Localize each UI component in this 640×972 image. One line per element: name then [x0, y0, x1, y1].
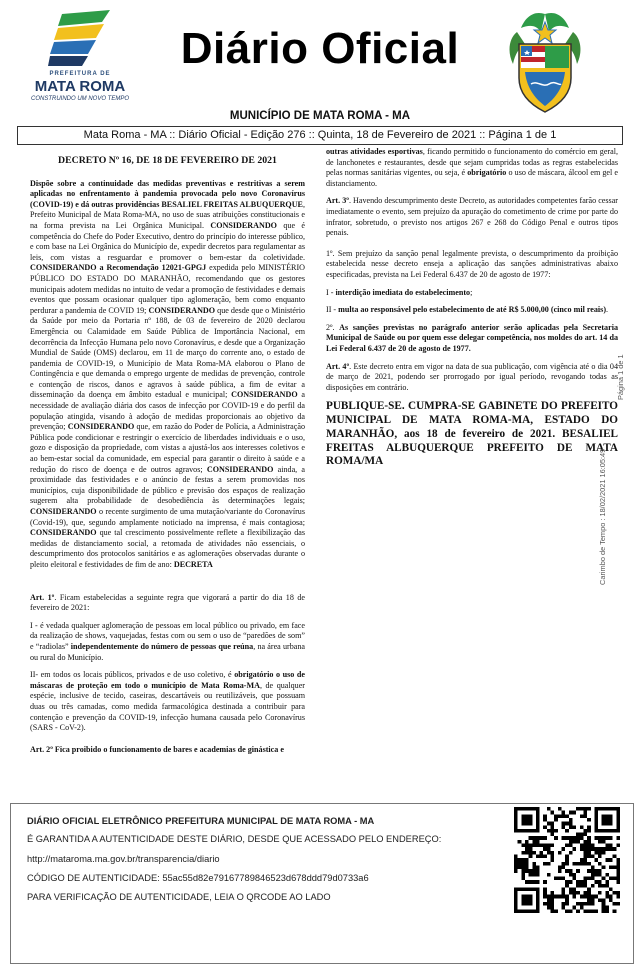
- paragraph-2: 2º. As sanções previstas no parágrafo anterior serão aplicadas pela Secretaria Municipal de Saúde ou por quem esse delegar competência, nos moldes do art. 14 da Lei Federal 6.437 de 20 de agosto de 1977.: [326, 322, 618, 353]
- page-title: Diário Oficial: [180, 24, 460, 73]
- qr-code[interactable]: [514, 807, 620, 913]
- timestamp-stamp: Carimbo de Tempo : 18/02/2021 16:05:49: [598, 448, 607, 585]
- footer-auth-code: CÓDIGO DE AUTENTICIDADE: 55ac55d82e79167789846523d678ddd79d0733a6: [27, 873, 369, 883]
- logo-city-name: MATA ROMA: [34, 78, 126, 95]
- maranhao-coat-of-arms-icon: [503, 8, 587, 116]
- footer-guarantee: É GARANTIDA A AUTENTICIDADE DESTE DIÁRIO, DESDE QUE ACESSADO PELO ENDEREÇO:: [27, 834, 442, 844]
- coat-of-arms: [503, 8, 587, 116]
- edition-bar: Mata Roma - MA :: Diário Oficial - Edição 276 :: Quinta, 18 de Fevereiro de 2021 :: Página 1 de 1: [17, 126, 623, 145]
- decree-column-left: [30, 156, 305, 762]
- footer-qr-instruction: PARA VERIFICAÇÃO DE AUTENTICIDADE, LEIA O QRCODE AO LADO: [27, 892, 331, 902]
- logo-prefeitura-text: PREFEITURA DE: [49, 71, 111, 77]
- qr-code-icon: [514, 807, 620, 913]
- decree-preamble: Dispõe sobre a continuidade das medidas preventivas e restritivas a serem aplicadas no enfrentamento à pandemia provocada pelo novo Coronavírus (COVID-19) e dá outras providências BESALIEL FREITAS ALBUQUERQUE, Prefeito Municipal de Mata Roma-MA, no uso de suas atribuições constitucionais e na forma prevista na Lei Orgânica Municipal. CONSIDERANDO que é competência do Chefe do Poder Executivo, dentro do princípio do interesse público, e com base na Lei Orgânica do Município de, expedir decretos para regulamentar as leis, com vistas a resguardar e promover o bem-estar da coletividade. CONSIDERANDO a Recomendação 12021-GPGJ expedida pelo MINISTÉRIO PÚBLICO DO ESTADO DO MARANHÃO, recomendando que os gestores municipais adotem medidas no intuito de vedar a promoção de festividades e demais eventos que possam ocasionar qualquer tipo aglomeração, bem como enquanto perdurar a pandemia de COVID 19; CONSIDERANDO que desde que o Ministério da Saúde por meio da Portaria nº 188, de 03 de fevereiro de 2020 declarou Emergência ou Calamidade em Saúde Pública de Importância Nacional, em decorrência da Infecção Humana pelo novo Coronavírus, e desde que a Organização Mundial de Saúde (OMS) declarou, em 11 de março do corrente ano, o estado de pandemia de COVID-19, o Município de Mata Roma-MA elaborou o Plano de Contingência e que demanda o emprego urgente de medidas de prevenção, controle e contenção de riscos, danos e agravos à saúde pública, a fim de evitar a disseminação da doença em âmbito estadual e municipal; CONSIDERANDO a necessidade de avaliação diária dos casos de infecção por COVID-19 e do perfil da população atingida, visando à adoção de medidas proporcionais ao objetivo da prevenção; CONSIDERANDO que, em razão do Poder de Polícia, a Administração Pública pode condicionar e restringir o exercício de liberdades individuais e o uso, gozo e disposição da propriedade, com vistas a ajustá-los aos interesses coletivos e ao bem-estar social da comunidade, em especial para garantir o direito à saúde e a redução do risco de doença e de outros agravos; CONSIDERANDO ainda, a proximidade das festividades e o anúncio de festas a serem promovidas nos municípios, cuja disponibilidade de público e previsão dos espaços de realização sugerem alta probabilidade de desobediência às determinações legais; CONSIDERANDO o recente surgimento de uma mutação/variante do Coronavírus (Covid-19), que, segundo amplamente noticiado na imprensa, é mais contagiosa; CONSIDERANDO que tal crescimento possivelmente reflete a flexibilização das medidas de distanciamento social, a retomada de atividades não essenciais, o descumprimento dos protocolos sanitários e as aglomerações observadas durante o pleito eleitoral e festividades de fim de ano: DECRETA: [30, 178, 306, 569]
- closing-signature: PUBLIQUE-SE. CUMPRA-SE GABINETE DO PREFEITO MUNICIPAL DE MATA ROMA-MA, ESTADO DO MARANHÃO, aos 18 de fevereiro de 2021. BESALIEL FREITAS ALBUQUERQUE PREFEITO DE MATA ROMA/MA: [326, 400, 618, 468]
- footer-title: DIÁRIO OFICIAL ELETRÔNICO PREFEITURA MUNICIPAL DE MATA ROMA - MA: [27, 816, 375, 826]
- paragraph-1: 1º. Sem prejuízo da sanção penal legalmente prevista, o descumprimento da proibição estabelecida nesse decreto enseja a aplicação das sanções administrativas abaixo especificadas, prevista na Lei Federal 6.437 de 20 de agosto de 1977:: [326, 248, 618, 279]
- article-1-inciso-2: II- em todos os locais públicos, privados e de uso coletivo, é obrigatório o uso de máscaras de proteção em todo o município de Mata Roma-MA, de qualquer espécie, inclusive de tecido, caseiras, descartáveis ou reutilizáveis, que possuam duas ou três camadas, como medida farmacológica destinada a contribuir para contenção e prevenção da COVID-19, infecção humana causada pelo Coronavírus (SARS - CoV-2).: [30, 670, 306, 733]
- decree-title: DECRETO Nº 16, DE 18 DE FEVEREIRO DE 2021: [58, 155, 277, 166]
- article-3: Art. 3º. Havendo descumprimento deste Decreto, as autoridades competentes farão cessar imediatamente o evento, sem prejuízo da apuração do cometimento de crime por parte do infrator, sobretudo, o previsto nos artigos 267 e 268 do Código Penal e outros tipos penais.: [326, 196, 618, 238]
- municipality-heading: MUNICÍPIO DE MATA ROMA - MA: [229, 110, 411, 122]
- article-2-start: Art. 2º Fica proibido o funcionamento de bares e academias de ginástica e: [30, 744, 284, 754]
- municipal-logo: [20, 10, 140, 105]
- paragraph-1-inciso-2: II - multa ao responsável pelo estabelecimento de até R$ 5.000,00 (cinco mil reais).: [326, 305, 609, 315]
- footer-url[interactable]: http://mataroma.ma.gov.br/transparencia/diario: [27, 854, 220, 864]
- article-1-inciso-1: I - é vedada qualquer aglomeração de pessoas em local público ou privado, em face da realização de shows, vaquejadas, festas com ou sem o uso de “paredões de som” e “radiolas” independentemente do número de pessoas que reúna, na área urbana ou rural do Município.: [30, 620, 305, 662]
- decreta-keyword: DECRETA: [173, 559, 213, 569]
- article-4: Art. 4º. Este decreto entra em vigor na data de sua publicação, com vigência até o dia 04 de março de 2021, podendo ser prorrogado por igual período, revogando todas as disposições em contrário.: [326, 361, 618, 392]
- paragraph-1-inciso-1: I - interdição imediata do estabelecimento;: [326, 287, 473, 297]
- article-1: Art. 1º. Ficam estabelecidas a seguinte regra que vigorará a partir do dia 18 de fevereiro de 2021:: [30, 592, 305, 613]
- article-2-continued: outras atividades esportivas, ficando permitido o funcionamento do comércio em geral, de lanchonetes e restaurantes, desde que sejam cumpridas todas as regras estabelecidas pelas normas sanitárias vigentes, ou seja, é obrigatório o uso de máscara, álcool em gel e distanciamento.: [326, 147, 618, 188]
- ementa: Dispõe sobre a continuidade das medidas preventivas e restritivas a serem aplicadas no enfrentamento à pandemia provocada pelo novo Coronavírus (COVID-19) e dá outras providências: [30, 178, 305, 209]
- side-stamp: [574, 330, 634, 590]
- side-page-number: Página 1 de 1: [616, 354, 625, 400]
- prefeito-name: BESALIEL FREITAS ALBUQUERQUE: [161, 199, 303, 209]
- logo-slogan: CONSTRUINDO UM NOVO TEMPO: [30, 96, 129, 102]
- mata-roma-logo-icon: [48, 10, 112, 68]
